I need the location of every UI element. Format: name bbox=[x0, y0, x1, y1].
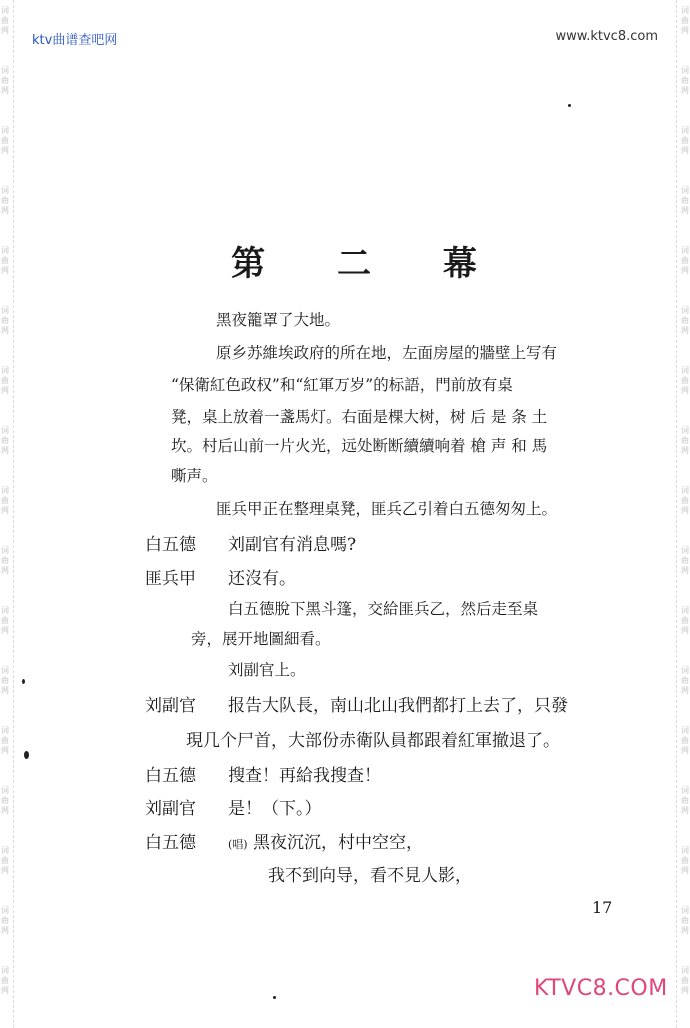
edge-watermark-mark bbox=[677, 480, 689, 540]
edge-watermark-char: 网 bbox=[1, 746, 9, 755]
edge-watermark-char: 网 bbox=[681, 26, 689, 35]
edge-watermark-char: 曲 bbox=[681, 856, 689, 865]
edge-watermark-mark bbox=[1, 960, 13, 1020]
scan-speck bbox=[22, 679, 25, 684]
edge-watermark-char: 词 bbox=[681, 666, 689, 675]
edge-watermark-char: 词 bbox=[1, 186, 9, 195]
edge-watermark-mark bbox=[1, 900, 13, 960]
edge-watermark-char: 曲 bbox=[681, 16, 689, 25]
edge-watermark-char: 曲 bbox=[681, 376, 689, 385]
edge-watermark-char: 词 bbox=[681, 486, 689, 495]
edge-watermark-char: 网 bbox=[681, 566, 689, 575]
edge-watermark-char: 曲 bbox=[681, 976, 689, 985]
edge-watermark-char: 网 bbox=[681, 626, 689, 635]
edge-watermark-char: 网 bbox=[681, 866, 689, 875]
edge-watermark-char: 网 bbox=[1, 506, 9, 515]
edge-watermark-char: 词 bbox=[681, 126, 689, 135]
song-line: 我不到向导，看不見人影， bbox=[268, 866, 472, 886]
edge-watermark-char: 曲 bbox=[1, 76, 9, 85]
speaker-name: 白五德 bbox=[145, 766, 196, 786]
site-name[interactable]: ktv曲谱查吧网 bbox=[32, 33, 118, 48]
edge-watermark-char: 曲 bbox=[1, 496, 9, 505]
edge-watermark-char: 词 bbox=[1, 846, 9, 855]
stage-direction: 旁，展开地圖細看。 bbox=[191, 630, 331, 648]
edge-watermark-char: 词 bbox=[681, 906, 689, 915]
edge-watermark-char: 曲 bbox=[681, 556, 689, 565]
edge-watermark-char: 曲 bbox=[1, 136, 9, 145]
edge-watermark-mark bbox=[677, 540, 689, 600]
edge-watermark-char: 网 bbox=[681, 386, 689, 395]
edge-watermark-char: 网 bbox=[681, 806, 689, 815]
edge-watermark-char: 曲 bbox=[681, 316, 689, 325]
edge-watermark-mark bbox=[677, 960, 689, 1020]
edge-watermark-char: 网 bbox=[1, 206, 9, 215]
edge-watermark-char: 词 bbox=[681, 426, 689, 435]
edge-watermark-char: 网 bbox=[681, 926, 689, 935]
edge-watermark-char: 网 bbox=[1, 26, 9, 35]
edge-watermark-char: 网 bbox=[1, 626, 9, 635]
scan-speck bbox=[273, 996, 276, 999]
edge-watermark-char: 词 bbox=[1, 306, 9, 315]
edge-watermark-char: 网 bbox=[1, 686, 9, 695]
stage-direction: 白五德脫下黑斗篷，交給匪兵乙，然后走至桌 bbox=[228, 600, 539, 618]
edge-watermark-mark bbox=[677, 600, 689, 660]
edge-watermark-char: 曲 bbox=[1, 316, 9, 325]
edge-watermark-char: 曲 bbox=[1, 256, 9, 265]
edge-watermark-char: 词 bbox=[1, 426, 9, 435]
edge-watermark-mark bbox=[677, 60, 689, 120]
edge-watermark-char: 曲 bbox=[1, 676, 9, 685]
edge-watermark-mark bbox=[677, 0, 689, 60]
edge-watermark-char: 曲 bbox=[681, 436, 689, 445]
edge-watermark-char: 词 bbox=[681, 366, 689, 375]
edge-watermark-char: 曲 bbox=[1, 196, 9, 205]
edge-watermark-mark bbox=[677, 300, 689, 360]
stage-direction: 匪兵甲正在整理桌凳，匪兵乙引着白五德匆匆上。 bbox=[216, 500, 558, 518]
edge-watermark-mark bbox=[677, 840, 689, 900]
edge-watermark-char: 网 bbox=[1, 146, 9, 155]
edge-watermark-mark bbox=[1, 0, 13, 60]
edge-watermark-char: 词 bbox=[681, 66, 689, 75]
edge-watermark-char: 网 bbox=[1, 386, 9, 395]
edge-watermark-char: 曲 bbox=[681, 76, 689, 85]
edge-watermark-char: 词 bbox=[1, 966, 9, 975]
edge-watermark-char: 曲 bbox=[1, 976, 9, 985]
edge-watermark-char: 曲 bbox=[681, 496, 689, 505]
edge-watermark-char: 网 bbox=[681, 206, 689, 215]
edge-watermark-char: 词 bbox=[1, 666, 9, 675]
edge-watermark-mark bbox=[1, 420, 13, 480]
edge-watermark-mark bbox=[677, 120, 689, 180]
song-line bbox=[228, 828, 423, 853]
edge-watermark-char: 曲 bbox=[681, 676, 689, 685]
edge-watermark-char: 词 bbox=[1, 786, 9, 795]
edge-watermark-char: 曲 bbox=[1, 616, 9, 625]
sing-mark: (唱) bbox=[228, 838, 248, 851]
edge-watermark-mark bbox=[1, 180, 13, 240]
edge-watermark-char: 曲 bbox=[681, 136, 689, 145]
edge-watermark-char: 词 bbox=[1, 546, 9, 555]
speaker-name: 白五德 bbox=[145, 833, 196, 853]
edge-watermark-char: 网 bbox=[1, 86, 9, 95]
edge-watermark-mark bbox=[1, 600, 13, 660]
edge-watermark-mark bbox=[677, 180, 689, 240]
stage-direction: 凳，桌上放着一盞馬灯。右面是棵大树，树 后 是 条 土 bbox=[171, 408, 548, 426]
edge-watermark-char: 词 bbox=[681, 6, 689, 15]
edge-watermark-char: 网 bbox=[1, 926, 9, 935]
edge-watermark-char: 词 bbox=[1, 6, 9, 15]
scan-speck bbox=[24, 751, 29, 759]
speaker-name: 刘副官 bbox=[145, 696, 196, 716]
stage-direction: 黑夜籠罩了大地。 bbox=[216, 311, 341, 329]
edge-watermark-char: 网 bbox=[681, 686, 689, 695]
edge-watermark-mark bbox=[677, 720, 689, 780]
edge-watermark-mark bbox=[1, 60, 13, 120]
edge-watermark-mark bbox=[677, 900, 689, 960]
edge-watermark-char: 词 bbox=[1, 906, 9, 915]
right-watermark-strip bbox=[676, 0, 689, 1028]
dialogue-line: 还沒有。 bbox=[228, 569, 296, 589]
song-text: 黑夜沉沉，村中空空， bbox=[253, 833, 423, 853]
edge-watermark-char: 曲 bbox=[1, 736, 9, 745]
dialogue-line: 刘副官有消息嗎? bbox=[228, 535, 357, 555]
edge-watermark-char: 词 bbox=[1, 606, 9, 615]
scene-title: 第 二 幕 bbox=[231, 244, 507, 284]
edge-watermark-char: 网 bbox=[1, 806, 9, 815]
edge-watermark-mark bbox=[677, 360, 689, 420]
edge-watermark-char: 网 bbox=[681, 746, 689, 755]
stage-direction: 坎。村后山前一片火光，远处断断續續响着 槍 声 和 馬 bbox=[171, 437, 548, 455]
edge-watermark-char: 词 bbox=[681, 726, 689, 735]
edge-watermark-mark bbox=[1, 780, 13, 840]
edge-watermark-char: 曲 bbox=[681, 796, 689, 805]
left-watermark-strip bbox=[1, 0, 14, 1028]
speaker-name: 白五德 bbox=[145, 535, 196, 555]
edge-watermark-char: 曲 bbox=[1, 796, 9, 805]
stage-direction: 嘶声。 bbox=[171, 467, 218, 485]
edge-watermark-char: 曲 bbox=[1, 16, 9, 25]
site-url[interactable]: www.ktvc8.com bbox=[555, 29, 658, 44]
edge-watermark-mark bbox=[1, 480, 13, 540]
edge-watermark-char: 曲 bbox=[681, 736, 689, 745]
edge-watermark-char: 网 bbox=[681, 266, 689, 275]
edge-watermark-char: 曲 bbox=[1, 916, 9, 925]
edge-watermark-mark bbox=[1, 720, 13, 780]
edge-watermark-char: 词 bbox=[681, 246, 689, 255]
edge-watermark-char: 网 bbox=[1, 986, 9, 995]
page-number: 17 bbox=[592, 898, 613, 917]
edge-watermark-char: 词 bbox=[681, 966, 689, 975]
edge-watermark-mark bbox=[1, 120, 13, 180]
edge-watermark-char: 曲 bbox=[681, 196, 689, 205]
edge-watermark-mark bbox=[1, 360, 13, 420]
edge-watermark-char: 词 bbox=[1, 126, 9, 135]
edge-watermark-char: 网 bbox=[681, 326, 689, 335]
edge-watermark-char: 网 bbox=[681, 986, 689, 995]
edge-watermark-mark bbox=[677, 780, 689, 840]
edge-watermark-char: 曲 bbox=[1, 436, 9, 445]
speaker-name: 匪兵甲 bbox=[145, 569, 196, 589]
edge-watermark-char: 曲 bbox=[1, 856, 9, 865]
edge-watermark-char: 词 bbox=[1, 726, 9, 735]
edge-watermark-char: 词 bbox=[1, 486, 9, 495]
edge-watermark-char: 曲 bbox=[681, 916, 689, 925]
edge-watermark-mark bbox=[1, 300, 13, 360]
edge-watermark-char: 词 bbox=[681, 186, 689, 195]
edge-watermark-mark bbox=[677, 660, 689, 720]
edge-watermark-char: 曲 bbox=[1, 376, 9, 385]
edge-watermark-mark bbox=[677, 420, 689, 480]
edge-watermark-char: 网 bbox=[1, 446, 9, 455]
stage-direction: 原乡苏維埃政府的所在地，左面房屋的牆壁上写有 bbox=[216, 344, 558, 362]
edge-watermark-mark bbox=[1, 660, 13, 720]
edge-watermark-char: 网 bbox=[1, 566, 9, 575]
edge-watermark-char: 网 bbox=[681, 506, 689, 515]
edge-watermark-char: 网 bbox=[681, 86, 689, 95]
edge-watermark-mark bbox=[1, 540, 13, 600]
scan-speck bbox=[568, 104, 571, 107]
dialogue-line: 現几个尸首，大部份赤衛队員都跟着紅軍撤退了。 bbox=[186, 731, 560, 751]
dialogue-line: 报告大队長，南山北山我們都打上去了，只發 bbox=[228, 696, 568, 716]
edge-watermark-char: 网 bbox=[1, 326, 9, 335]
edge-watermark-char: 词 bbox=[681, 846, 689, 855]
edge-watermark-char: 词 bbox=[1, 366, 9, 375]
edge-watermark-char: 曲 bbox=[1, 556, 9, 565]
edge-watermark-char: 词 bbox=[681, 786, 689, 795]
edge-watermark-char: 词 bbox=[681, 606, 689, 615]
edge-watermark-char: 网 bbox=[681, 146, 689, 155]
edge-watermark-mark bbox=[1, 840, 13, 900]
edge-watermark-char: 词 bbox=[1, 246, 9, 255]
dialogue-line: 搜查！再給我搜查！ bbox=[228, 766, 381, 786]
edge-watermark-char: 网 bbox=[1, 266, 9, 275]
edge-watermark-char: 曲 bbox=[681, 256, 689, 265]
edge-watermark-char: 词 bbox=[681, 306, 689, 315]
speaker-name: 刘副官 bbox=[145, 799, 196, 819]
edge-watermark-char: 词 bbox=[1, 66, 9, 75]
site-logo: KTVC8.COM bbox=[534, 976, 668, 1001]
edge-watermark-char: 曲 bbox=[681, 616, 689, 625]
stage-direction: 刘副官上。 bbox=[228, 661, 306, 679]
edge-watermark-char: 网 bbox=[681, 446, 689, 455]
stage-direction: “保衛紅色政权”和“紅軍万岁”的标語，門前放有桌 bbox=[171, 376, 513, 394]
edge-watermark-char: 网 bbox=[1, 866, 9, 875]
edge-watermark-char: 词 bbox=[681, 546, 689, 555]
dialogue-line: 是！（下。） bbox=[228, 799, 322, 819]
